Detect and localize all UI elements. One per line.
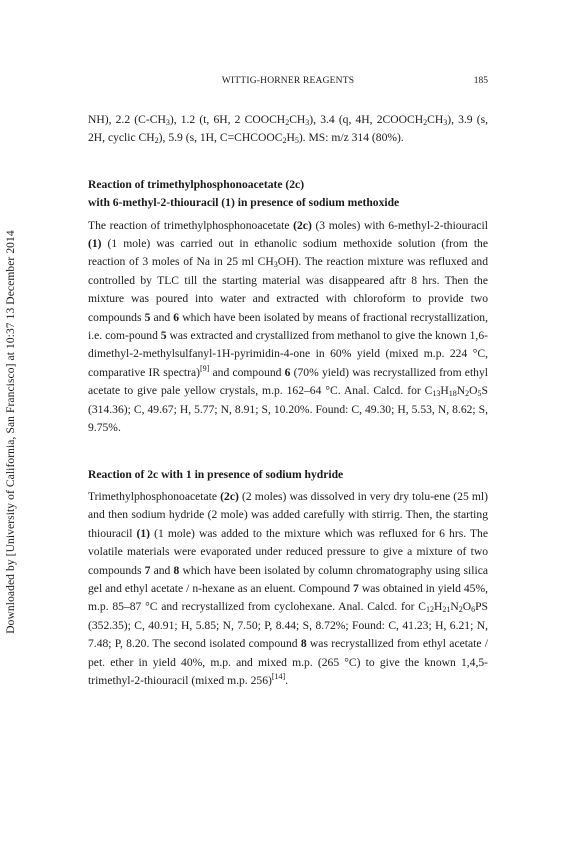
download-note: Downloaded by [University of California, San Francisco] at 10:37 13 December 2014 (5, 230, 17, 634)
section-paragraph-methoxide: The reaction of trimethylphosphonoacetate (2c) (3 moles) with 6-methyl-2-thiouracil (1) (1 mole) was carried out in ethanolic sodium methoxide solution (from the reaction of 3 moles of Na in 25 ml $CH_3OH$). The reaction mixture was refluxed and controlled by TLC till the starting material was disappeared aftr 8 hrs. Then the mixture was poured into water and extracted with chloroform to provide two compounds 5 and 6 which have been isolated by means of fractional recrystallization, i.e. com-pound 5 was extracted and crystallized from methanol to give the known 1,6-dimethyl-2-methylsulfanyl-1H-pyrimidin-4-one in 60% yield (mixed m.p. 224 °C, comparative IR spectra)[9] and compound 6 (70% yield) was recrystallized from ethyl acetate to give pale yellow crystals, m.p. 162–64 °C. Anal. Calcd. for $C_{13}H_{18}N_2O_5S$ (314.36); C, 49.67; H, 5.77; N, 8.91; S, 10.20%. Found: C, 49.30; H, 5.53, N, 8.62; S, 9.75%. (88, 218, 488, 435)
running-title: WITTIG-HORNER REAGENTS (221, 76, 355, 86)
page-number: 185 (473, 76, 488, 86)
article-body (88, 111, 488, 690)
download-sidebar (4, 152, 18, 712)
section-paragraph-hydride: Trimethylphosphonoacetate (2c) (2 moles) was dissolved in very dry tolu-ene (25 ml) and then sodium hydride (2 mole) was added carefully with stirrig. Then, the starting thiouracil (1) (1 mole) was added to the mixture which was refluxed for 6 hrs. The volatile materials were evaporated under reduced pressure to give a mixture of two compounds 7 and 8 which have been isolated by column chromatography using silica gel and ethyl acetate / n-hexane as an eluent. Compound 7 was obtained in yield 45%, m.p. 85–87 °C and recrystallized from cyclohexane. Anal. Calcd. for $C_{12}H_{21}N_2O_6PS$ (352.35); C, 40.91; H, 5.85; N, 7.50; P, 8.44; S, 8.72%; Found: C, 41.23; H, 6.21; N, 7.48; P, 8.20. The second isolated compound 8 was recrystallized from ethyl acetate / pet. ether in yield 40%, m.p. and mixed m.p. (265 °C) to give the known 1,4,5-trimethyl-2-thiouracil (mixed m.p. 256)[14]. (88, 489, 489, 687)
section-heading-methoxide: Reaction of trimethylphosphonoacetate (2c) with 6-methyl-2-thiouracil (1) in presence of sodium methoxide (88, 177, 400, 210)
section-heading-hydride: Reaction of 2c with 1 in presence of sodium hydride (88, 467, 344, 481)
continuation-paragraph: NH), 2.2 $(C-CH_3)$, 1.2 (t, 6H, 2 $COOCH_2CH_3$), 3.4 (q, 4H, $2COOCH_2CH_3$), 3.9 (s, 2H, cyclic $CH_2$), 5.9 (s, 1H, $C=CHCOOC_2H_5$). MS: m/z 314 (80%). (88, 113, 488, 146)
page-header (88, 76, 488, 90)
